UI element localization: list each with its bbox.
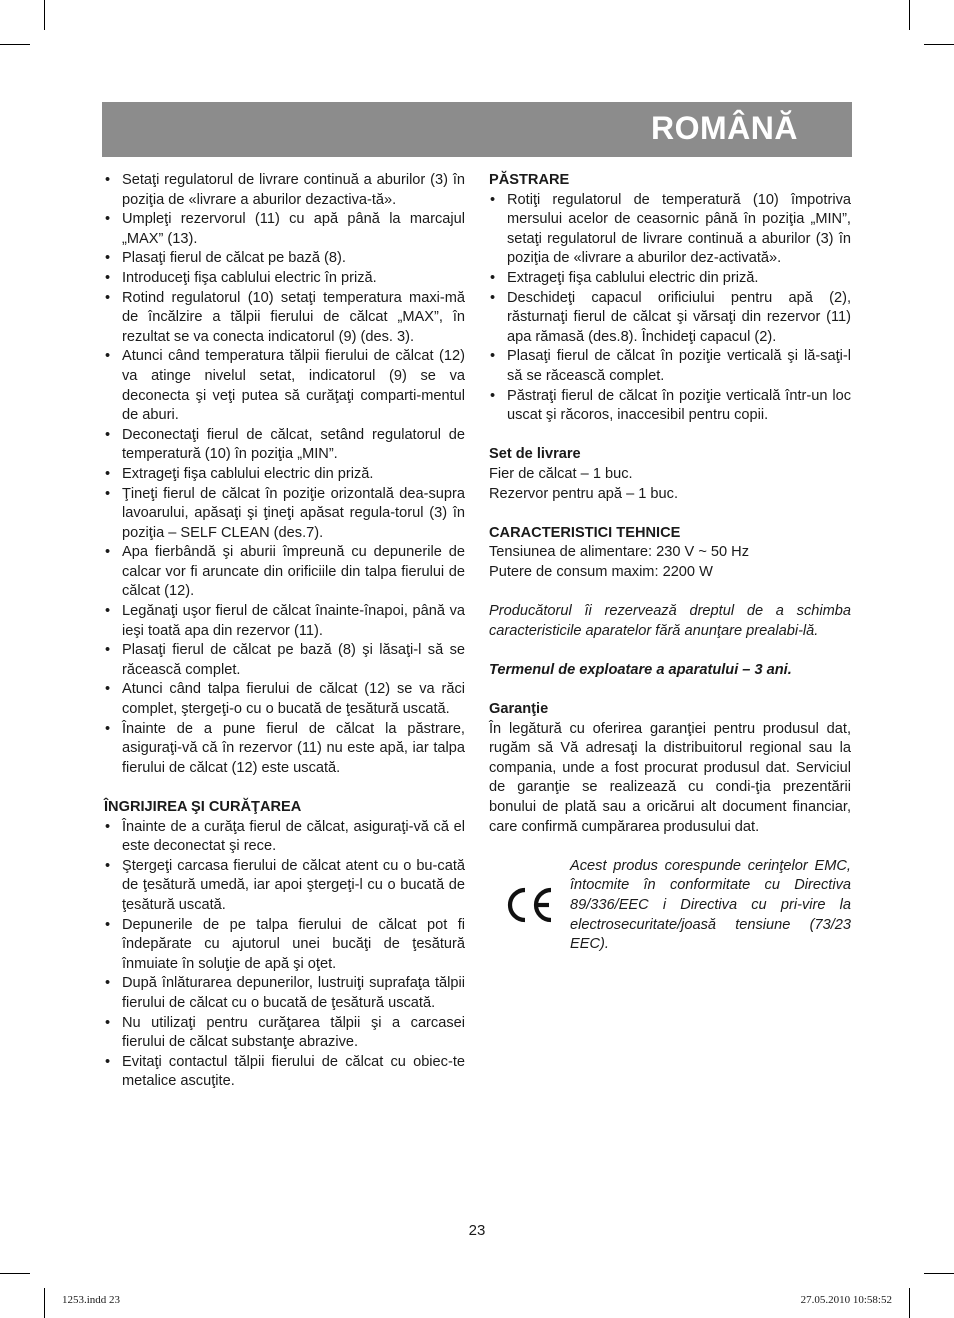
list-item: • Plasaţi fierul de călcat în poziţie verticală şi lă-saţi-l să se răcească complet.	[489, 347, 851, 386]
list-item: • Rotind regulatorul (10) setaţi temperatura maxi-mă de încălzire a tălpii fierului de călcat „MAX”, în rezultat se va conecta indicatorul (9) (des. 3).	[104, 289, 465, 348]
crop-mark	[0, 1273, 30, 1274]
left-column	[104, 171, 465, 1092]
footer-file-info: 1253.indd 23	[62, 1294, 121, 1306]
care-heading: ÎNGRIJIREA ŞI CURĂŢAREA	[104, 799, 302, 815]
manufacturer-note: Producătorul îi rezervează dreptul de a schimba caracteristicile aparatelor fără anunţare prealabi-lă.	[489, 603, 851, 639]
section-title: ROMÂNĂ	[651, 110, 798, 146]
crop-mark	[909, 0, 910, 30]
list-item: • Înainte de a curăţa fierul de călcat, asiguraţi-vă că el este deconectat şi rece.	[104, 818, 465, 857]
section-banner	[102, 102, 852, 157]
crop-mark	[924, 44, 954, 45]
warranty-text: În legătură cu oferirea garanţiei pentru produsul dat, rugăm să Vă adresaţi la distribuitorul regional sau la compania, unde a fost procurat produsul dat. Serviciul de garanţie se realizează cu condi-ţia prezentării bonului de plată sau a oricărui alt document financiar, care confirmă cumpărarea produsului dat.	[489, 720, 851, 835]
page-number: 23	[468, 1222, 486, 1239]
list-item: • Introduceţi fişa cablului electric în priză.	[104, 269, 465, 289]
list-item: • Depunerile de pe talpa fierului de călcat pot fi îndepărate cu ajutorul unei bucăţi de ţesătură înmuiate în soluţie de apă şi oţet.	[104, 916, 465, 975]
list-item: • Păstraţi fierul de călcat în poziţie verticală într-un loc uscat şi răcoros, inaccesibil pentru copii.	[489, 387, 851, 426]
footer-timestamp: 27.05.2010 10:58:52	[800, 1294, 892, 1306]
list-item: • Umpleţi rezervorul (11) cu apă până la marcajul „MAX” (13).	[104, 210, 465, 249]
list-item: • Legănaţi uşor fierul de călcat înainte-înapoi, până va ieşi toată apa din rezervor (11).	[104, 602, 465, 641]
list-item: • Atunci când talpa fierului de călcat (12) se va răci complet, ştergeţi-o cu o bucată de ţesătură uscată.	[104, 680, 465, 719]
list-item: • Plasaţi fierul de călcat pe bază (8) şi lăsaţi-l să se răcească complet.	[104, 641, 465, 680]
list-item: • Apa fierbândă şi aburii împreună cu depunerile de calcar vor fi aruncate din orificiile din talpa fierului de călcat (12).	[104, 543, 465, 602]
spec-line: Putere de consum maxim: 2200 W	[489, 563, 713, 580]
list-item: • Extrageţi fişa cablului electric din priză.	[489, 269, 851, 289]
list-item: • După înlăturarea depunerilor, lustruiţi suprafaţa tălpii fierului de călcat cu o bucată de ţesătură uscată.	[104, 974, 465, 1013]
crop-mark	[44, 0, 45, 30]
care-list	[104, 818, 465, 1092]
ce-text: Acest produs corespunde cerinţelor EMC, întocmite în conformitate cu Directiva 89/336/EEC i Directiva cu pri-vire la electrosecuritate/joasă tensiune (73/23 EEC).	[570, 857, 851, 953]
list-item: • Ţineţi fierul de călcat în poziţie orizontală dea-supra lavoarului, apăsaţi şi ţineţi apăsat regula-torul (3) în poziţia – SELF CLEAN (des.7).	[104, 485, 465, 544]
storage-list	[489, 191, 851, 426]
lifetime-note: Termenul de exploatare a aparatului – 3 ani.	[489, 661, 792, 678]
ce-mark-icon	[503, 885, 555, 925]
spec-line: Tensiunea de alimentare: 230 V ~ 50 Hz	[489, 544, 750, 561]
set-line: Rezervor pentru apă – 1 buc.	[489, 485, 679, 502]
list-item: • Extrageţi fişa cablului electric din priză.	[104, 465, 465, 485]
set-heading: Set de livrare	[489, 446, 581, 463]
list-item: • Plasaţi fierul de călcat pe bază (8).	[104, 249, 465, 269]
specs-heading: CARACTERISTICI TEHNICE	[489, 524, 681, 541]
list-item: • Evitaţi contactul tălpii fierului de călcat cu obiec-te metalice ascuţite.	[104, 1053, 465, 1092]
crop-mark	[0, 44, 30, 45]
crop-mark	[909, 1288, 910, 1318]
list-item: • Nu utilizaţi pentru curăţarea tălpii şi a carcasei fierului de călcat substanţe abrazive.	[104, 1014, 465, 1053]
ce-block	[489, 857, 851, 955]
list-item: • Înainte de a pune fierul de călcat la păstrare, asiguraţi-vă că în rezervor (11) nu este apă, iar talpa fierului de călcat (12) este uscată.	[104, 720, 465, 779]
warranty-heading: Garanţie	[489, 701, 549, 718]
set-line: Fier de călcat – 1 buc.	[489, 465, 633, 482]
storage-heading: PĂSTRARE	[489, 172, 570, 188]
instructions-list	[104, 171, 465, 778]
list-item: • Deconectaţi fierul de călcat, setând regulatorul de temperatură (10) în poziţia „MIN”.	[104, 426, 465, 465]
list-item: • Ştergeţi carcasa fierului de călcat atent cu o bu-cată de ţesătură umedă, iar apoi ştergeţi-l cu o bucată de ţesătură uscată.	[104, 857, 465, 916]
list-item: • Deschideţi capacul orificiului pentru apă (2), răsturnaţi fierul de călcat şi vărsaţi din rezervor (11) apa rămasă (des.8). Închideţi capacul (2).	[489, 289, 851, 348]
list-item: • Setaţi regulatorul de livrare continuă a aburilor (3) în poziţia de «livrare a aburilor dezactiva-tă».	[104, 171, 465, 210]
list-item: • Rotiţi regulatorul de temperatură (10) împotriva mersului acelor de ceasornic până în poziţia „MIN”, setaţi regulatorul de livrare continuă a aburilor (3) în poziţia de «livrare a aburilor dez-activată».	[489, 191, 851, 269]
crop-mark	[44, 1288, 45, 1318]
crop-mark	[924, 1273, 954, 1274]
right-column	[489, 171, 851, 955]
list-item: • Atunci când temperatura tălpii fierului de călcat (12) va atinge nivelul setat, indicatorul (9) se va deconecta şi veţi putea să curăţaţi comparti-mentul de aburi.	[104, 347, 465, 425]
